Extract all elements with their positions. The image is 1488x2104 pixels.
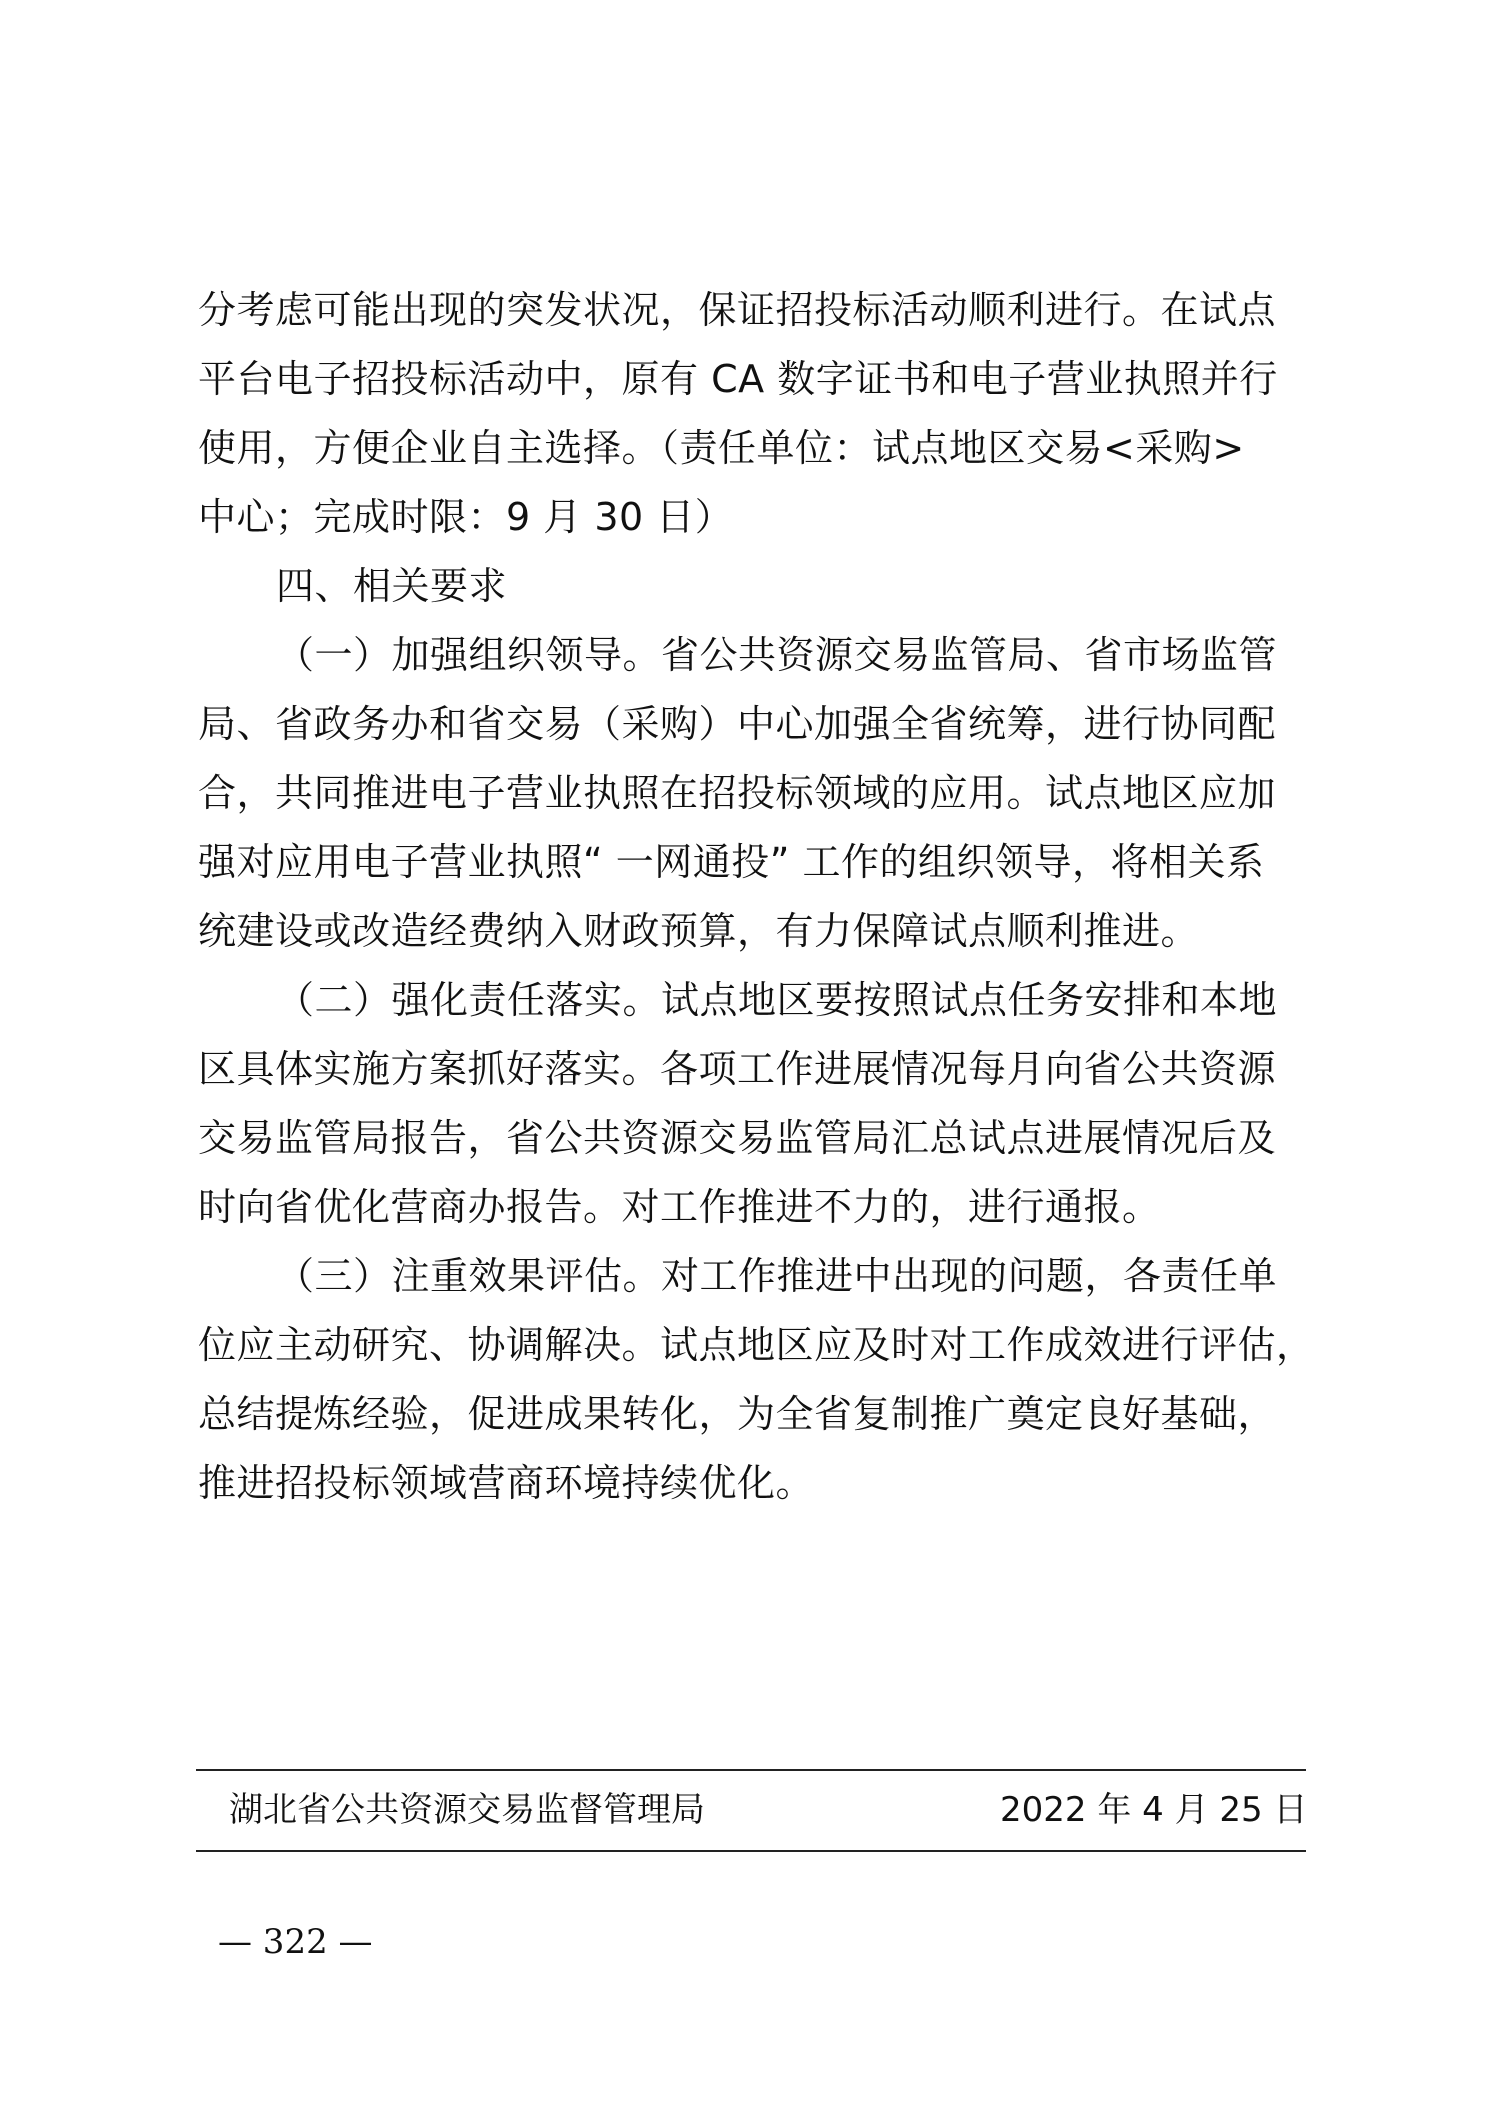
paragraph-line: 强对应用电子营业执照“ 一网通投” 工作的组织领导，将相关系	[198, 840, 1265, 884]
paragraph-line: 使用，方便企业自主选择。（责任单位：试点地区交易<采购>	[198, 426, 1245, 470]
paragraph-line: 推进招投标领域营商环境持续优化。	[198, 1461, 815, 1505]
paragraph-line: 分考虑可能出现的突发状况，保证招投标活动顺利进行。在试点	[198, 288, 1277, 332]
paragraph-line: 局、省政务办和省交易（采购）中心加强全省统筹，进行协同配	[198, 702, 1277, 746]
paragraph-line: 交易监管局报告，省公共资源交易监管局汇总试点进展情况后及	[198, 1116, 1277, 1160]
body-text	[198, 276, 1315, 1518]
section-heading: 四、相关要求	[276, 564, 508, 608]
paragraph-line: 合，共同推进电子营业执照在招投标领域的应用。试点地区应加	[198, 771, 1277, 815]
paragraph-line: 总结提炼经验，促进成果转化，为全省复制推广奠定良好基础，	[198, 1392, 1277, 1436]
issue-date: 2022 年 4 月 25 日	[1000, 1790, 1308, 1830]
footer-top-divider	[196, 1769, 1306, 1771]
paragraph-line: 平台电子招投标活动中，原有 CA 数字证书和电子营业执照并行	[198, 357, 1278, 401]
paragraph-line: （一）加强组织领导。省公共资源交易监管局、省市场监管	[276, 633, 1278, 677]
paragraph-line: 时向省优化营商办报告。对工作推进不力的，进行通报。	[198, 1185, 1161, 1229]
issuer-name: 湖北省公共资源交易监督管理局	[229, 1790, 705, 1830]
paragraph-line: 统建设或改造经费纳入财政预算，有力保障试点顺利推进。	[198, 909, 1200, 953]
paragraph-line: 区具体实施方案抓好落实。各项工作进展情况每月向省公共资源	[198, 1047, 1277, 1091]
footer-bottom-divider	[196, 1850, 1306, 1852]
paragraph-line: 中心；完成时限：9 月 30 日）	[198, 495, 734, 539]
paragraph-line: （三）注重效果评估。对工作推进中出现的问题，各责任单	[276, 1254, 1278, 1298]
page-number: — 322 —	[218, 1922, 373, 1962]
paragraph-line: （二）强化责任落实。试点地区要按照试点任务安排和本地	[276, 978, 1278, 1022]
paragraph-line: 位应主动研究、协调解决。试点地区应及时对工作成效进行评估，	[198, 1323, 1315, 1367]
